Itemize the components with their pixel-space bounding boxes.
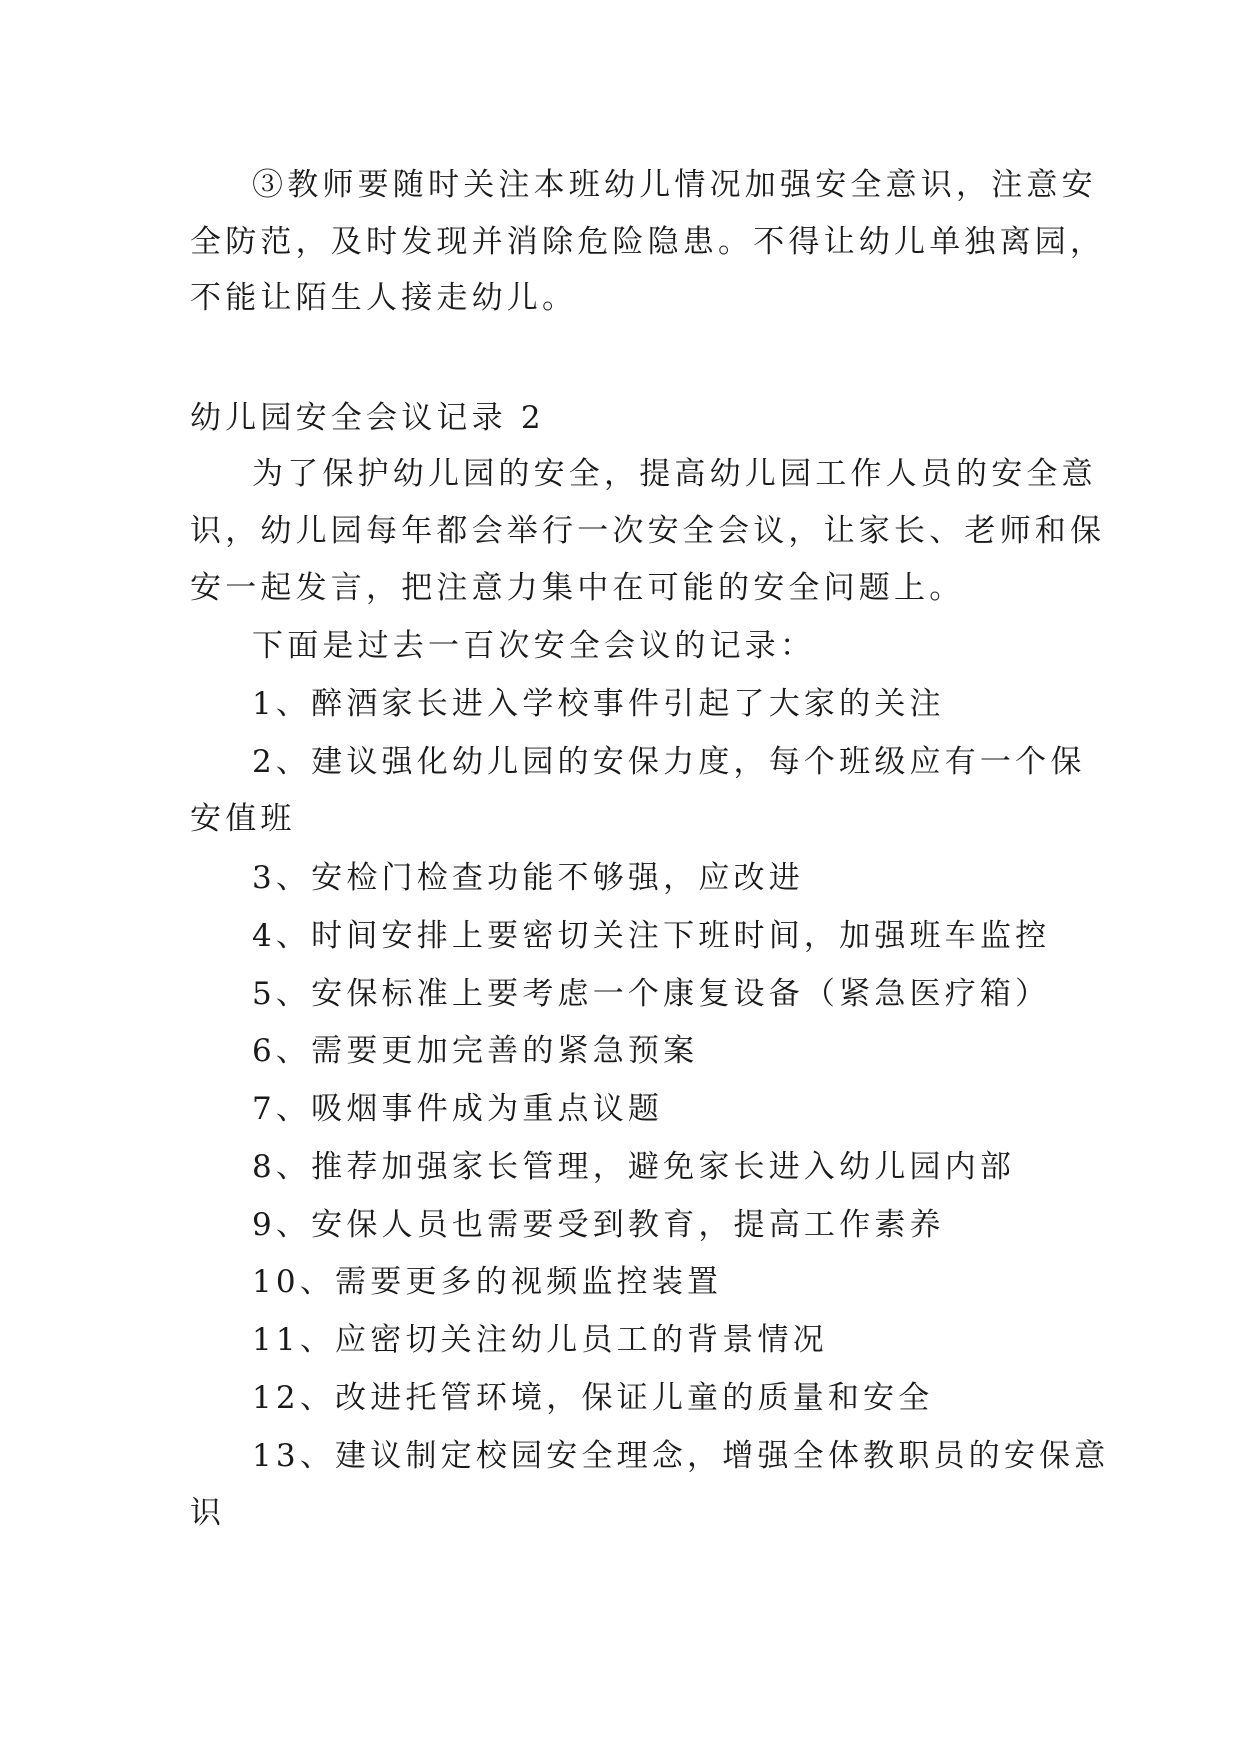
text-line: 安一起发言，把注意力集中在可能的安全问题上。 — [190, 570, 965, 606]
list-item: 13、建议制定校园安全理念，增强全体教职员的安保意 — [252, 1438, 1110, 1474]
text-line: 不能让陌生人接走幼儿。 — [190, 280, 578, 316]
list-item: 5、安保标准上要考虑一个康复设备（紧急医疗箱） — [252, 976, 1051, 1012]
list-item-continuation: 安值班 — [190, 801, 296, 837]
text-line: ③教师要随时关注本班幼儿情况加强安全意识，注意安 — [252, 167, 1097, 203]
list-item: 2、建议强化幼儿园的安保力度，每个班级应有一个保 — [252, 744, 1086, 780]
list-item: 9、安保人员也需要受到教育，提高工作素养 — [252, 1207, 945, 1243]
list-item: 1、醉酒家长进入学校事件引起了大家的关注 — [252, 686, 945, 722]
list-item: 7、吸烟事件成为重点议题 — [252, 1091, 664, 1127]
list-item: 10、需要更多的视频监控装置 — [252, 1264, 723, 1300]
text-line: 全防范，及时发现并消除危险隐患。不得让幼儿单独离园， — [190, 224, 1106, 260]
list-item: 8、推荐加强家长管理，避免家长进入幼儿园内部 — [252, 1149, 1016, 1185]
text-line: 为了保护幼儿园的安全，提高幼儿园工作人员的安全意 — [252, 456, 1097, 492]
list-item-continuation: 识 — [190, 1495, 226, 1531]
list-item: 4、时间安排上要密切关注下班时间，加强班车监控 — [252, 918, 1051, 954]
list-item: 12、改进托管环境，保证儿童的质量和安全 — [252, 1380, 934, 1416]
section-title: 幼儿园安全会议记录 2 — [190, 400, 545, 436]
list-item: 11、应密切关注幼儿员工的背景情况 — [252, 1322, 828, 1358]
list-item: 6、需要更加完善的紧急预案 — [252, 1033, 699, 1069]
list-intro: 下面是过去一百次安全会议的记录： — [252, 628, 816, 664]
list-item: 3、安检门检查功能不够强，应改进 — [252, 860, 804, 896]
text-line: 识，幼儿园每年都会举行一次安全会议，让家长、老师和保 — [190, 513, 1106, 549]
